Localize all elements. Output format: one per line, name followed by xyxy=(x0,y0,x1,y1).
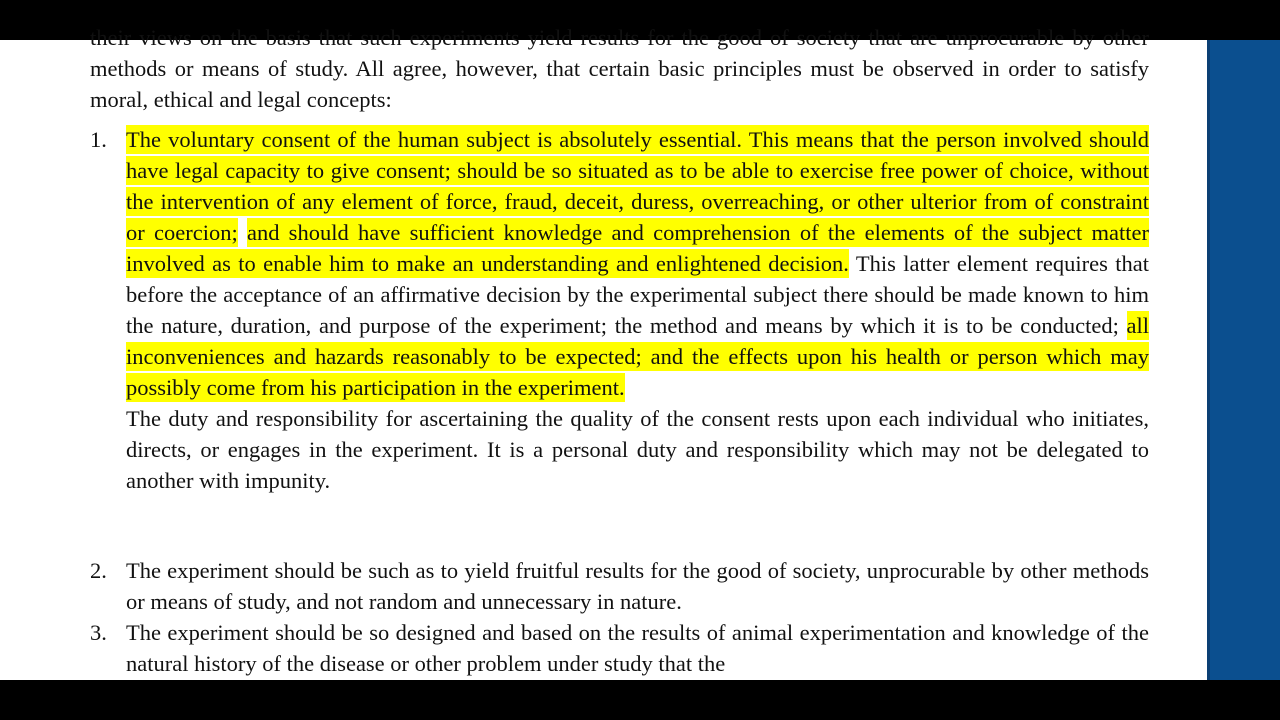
document-page xyxy=(0,25,1207,680)
item-number: 1. xyxy=(90,127,107,152)
item-body xyxy=(126,124,1149,496)
item-body: The experiment should be such as to yield fruitful results for the good of society, unprocurable by other methods or means of study, and not random and unnecessary in nature. xyxy=(126,558,1149,614)
intro-paragraph: their views on the basis that such experiments yield results for the good of society that are unprocurable by other methods or means of study. All agree, however, that certain basic principles must be observed in order to satisfy moral, ethical and legal concepts: xyxy=(90,25,1149,112)
item-body: The experiment should be so designed and based on the results of animal experimentation and knowledge of the natural history of the disease or other problem under study that the xyxy=(126,620,1149,676)
list-item xyxy=(90,555,1149,617)
item-number: 2. xyxy=(90,558,107,583)
highlighted-text: all inconveniences and hazards reasonably to be expected; and the effects upon his health or person which may possibly come from his participation in the experiment. xyxy=(126,313,1149,400)
highlighted-text: The voluntary consent of the human subject is absolutely essential. This means that the person involved should have legal capacity to give consent; should be so situated as to be able to exercise free power of choice, without the intervention of any element of force, fraud, deceit, duress, overreaching, or other ulterior from of constraint or coercion; xyxy=(126,127,1149,245)
plain-text: This latter element requires that before the acceptance of an affirmative decision by the experimental subject there should be made known to him the nature, duration, and purpose of the experiment; the method and means by which it is to be conducted; xyxy=(126,251,1149,338)
highlighted-text: and should have sufficient knowledge and comprehension of the elements of the subject matter involved as to enable him to make an understanding and enlightened decision. xyxy=(126,220,1149,276)
list-item xyxy=(90,617,1149,679)
item-paragraph: The duty and responsibility for ascertaining the quality of the consent rests upon each individual who initiates, directs, or engages in the experiment. It is a personal duty and responsibility which may not be delegated to another with impunity. xyxy=(126,406,1149,493)
item-number: 3. xyxy=(90,620,107,645)
side-panel xyxy=(1207,40,1280,680)
list-item xyxy=(90,124,1149,496)
side-panel-edge xyxy=(1207,40,1210,680)
item-paragraph xyxy=(126,124,1149,403)
